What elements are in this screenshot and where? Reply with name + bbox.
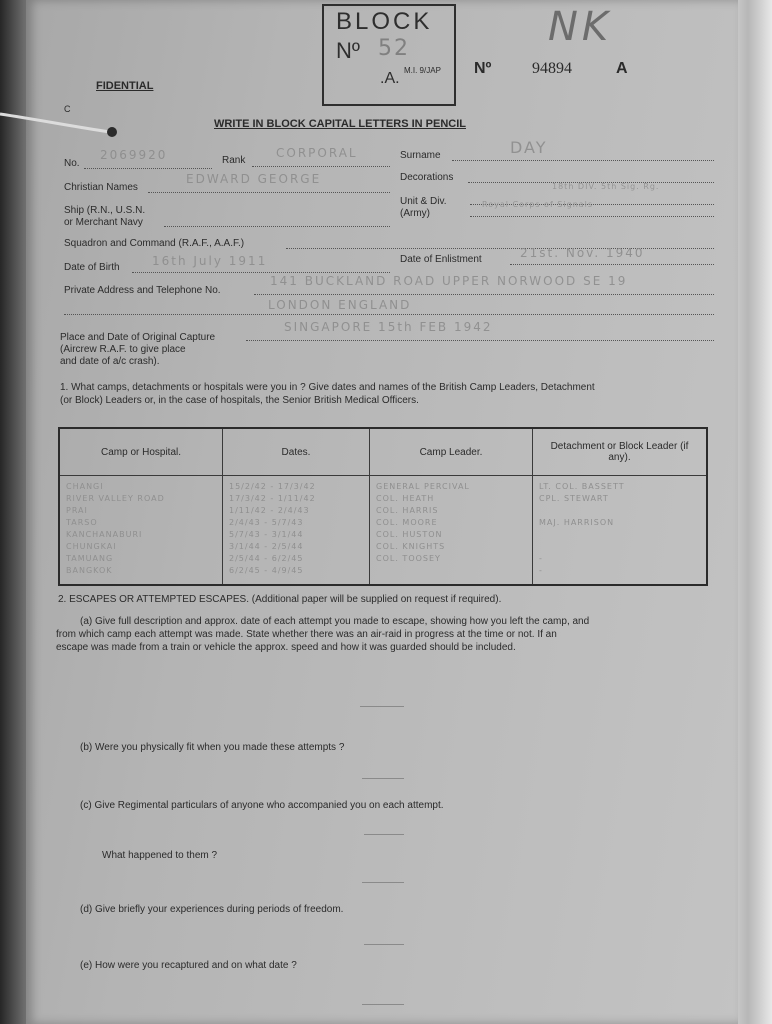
camp-entry: TAMUANG: [66, 554, 114, 563]
detachment-entry: CPL. STEWART: [539, 494, 609, 503]
date-entry: 5/7/43 - 3/1/44: [229, 530, 304, 539]
enlistment-label: Date of Enlistment: [400, 254, 482, 265]
leader-entry: COL. TOOSEY: [376, 554, 441, 563]
camp-entry: RIVER VALLEY ROAD: [66, 494, 165, 503]
capture-label-line3: and date of a/c crash).: [60, 356, 160, 367]
q2c-followup-text: What happened to them ?: [102, 850, 218, 861]
leader-entry: COL. MOORE: [376, 518, 438, 527]
leader-entry: COL. HUSTON: [376, 530, 443, 539]
stamp-initials: NK: [548, 4, 613, 50]
adjacent-pages-edge: [732, 0, 772, 1024]
camps-table: [58, 427, 708, 586]
date-entry: 15/2/42 - 17/3/42: [229, 482, 316, 491]
q2d-text: (d) Give briefly your experiences during periods of freedom.: [80, 904, 344, 915]
ship-label-line1: Ship (R.N., U.S.N.: [64, 205, 146, 216]
dob-label: Date of Birth: [64, 262, 120, 273]
date-entry: 17/3/42 - 1/11/42: [229, 494, 316, 503]
leader-entry: [376, 566, 526, 578]
dob-value: 16th July 1911: [152, 254, 268, 268]
squadron-label: Squadron and Command (R.A.F., A.A.F.): [64, 238, 245, 249]
camp-entry: CHUNGKAI: [66, 542, 117, 551]
date-entry: 6/2/45 - 4/9/45: [229, 566, 304, 575]
detachment-entry: MAJ. HARRISON: [539, 518, 615, 527]
stamp-block-number: 52: [378, 36, 410, 61]
leader-entry: COL. HARRIS: [376, 506, 439, 515]
camp-entry: TARSO: [66, 518, 98, 527]
q2a-line1: (a) Give full description and approx. date of each attempt you made to escape, showing how you left the camp, and: [80, 616, 590, 627]
unit-label-line2: (Army): [400, 208, 430, 219]
q2a-line2: from which camp each attempt was made. State whether there was an air-raid in progress at the time or not. If an: [56, 629, 557, 640]
q1-text-line1: 1. What camps, detachments or hospitals were you in ? Give dates and names of the British Camp Leaders, Detachment: [60, 382, 595, 393]
date-entry: 2/5/44 - 6/2/45: [229, 554, 304, 563]
stamp-number: 94894: [532, 60, 572, 77]
enlistment-value: 21st. Nov. 1940: [520, 246, 645, 260]
no-value: 2069920: [100, 148, 168, 162]
camp-entry: PRAI: [66, 506, 88, 515]
table-row: [59, 476, 707, 586]
stamp-ref-prefix: .A.: [380, 70, 400, 87]
detachment-leader-column: [533, 476, 708, 586]
detachment-entry: [539, 506, 700, 518]
detachment-entry: -: [539, 554, 543, 563]
q2c-text: (c) Give Regimental particulars of anyone who accompanied you on each attempt.: [80, 800, 444, 811]
q2b-text: (b) Were you physically fit when you made these attempts ?: [80, 742, 345, 753]
rank-value: CORPORAL: [276, 146, 358, 160]
christian-names-value: EDWARD GEORGE: [186, 172, 322, 186]
binding-string: [0, 110, 118, 140]
date-entry: 2/4/43 - 5/7/43: [229, 518, 304, 527]
header-camp: Camp or Hospital.: [59, 428, 223, 476]
address-label: Private Address and Telephone No.: [64, 285, 221, 296]
camp-entry: CHANGI: [66, 482, 104, 491]
header-camp-leader: Camp Leader.: [370, 428, 533, 476]
address-value-line1: 141 BUCKLAND ROAD UPPER NORWOOD SE 19: [270, 274, 628, 288]
dates-column: [223, 476, 370, 586]
stamp-block-label: BLOCK: [336, 8, 433, 35]
detachment-entry: LT. COL. BASSETT: [539, 482, 625, 491]
header-dates: Dates.: [223, 428, 370, 476]
camp-entry: BANGKOK: [66, 566, 113, 575]
ship-label-line2: or Merchant Navy: [64, 217, 143, 228]
leader-entry: COL. HEATH: [376, 494, 435, 503]
unit-value-line2: Royal Corps of Signals: [482, 200, 594, 209]
address-value-line2: LONDON ENGLAND: [268, 298, 412, 312]
date-entry: 3/1/44 - 2/5/44: [229, 542, 304, 551]
capture-label-line2: (Aircrew R.A.F. to give place: [60, 344, 186, 355]
stamp-suffix: A: [616, 60, 628, 77]
decorations-label: Decorations: [400, 172, 454, 183]
classification-c: C: [64, 104, 71, 114]
rank-label: Rank: [222, 155, 246, 166]
detachment-entry: -: [539, 566, 543, 575]
detachment-entry: [539, 542, 700, 554]
q2e-text: (e) How were you recaptured and on what date ?: [80, 960, 297, 971]
no-label: No.: [64, 158, 80, 169]
stamp-block-number-label: Nº: [336, 38, 360, 63]
capture-value: SINGAPORE 15th FEB 1942: [284, 320, 493, 334]
camp-column: [59, 476, 223, 586]
leader-entry: COL. KNIGHTS: [376, 542, 446, 551]
form-instruction: WRITE IN BLOCK CAPITAL LETTERS IN PENCIL: [214, 118, 466, 130]
christian-names-label: Christian Names: [64, 182, 138, 193]
camp-entry: KANCHANABURI: [66, 530, 143, 539]
camp-leader-column: [370, 476, 533, 586]
q2a-line3: escape was made from a train or vehicle the approx. speed and how it was guarded should be included.: [56, 642, 516, 653]
q1-text-line2: (or Block) Leaders or, in the case of hospitals, the Senior British Medical Officers.: [60, 395, 419, 406]
unit-label-line1: Unit & Div.: [400, 196, 447, 207]
stamp-ref-sup: M.I. 9/JAP: [404, 66, 441, 75]
stamp-number-label: Nº: [474, 60, 492, 77]
capture-label-line1: Place and Date of Original Capture: [60, 332, 216, 343]
q2-title: 2. ESCAPES OR ATTEMPTED ESCAPES. (Additional paper will be supplied on request if required).: [58, 594, 502, 605]
unit-value-line1: 18th DIV. 5th Sig. Rg.: [552, 182, 660, 191]
header-detachment-leader: Detachment or Block Leader (if any).: [533, 428, 708, 476]
surname-value: DAY: [510, 138, 548, 157]
classification-label: FIDENTIAL: [96, 80, 154, 92]
detachment-entry: [539, 530, 700, 542]
leader-entry: GENERAL PERCIVAL: [376, 482, 470, 491]
table-header-row: [59, 428, 707, 476]
surname-label: Surname: [400, 150, 441, 161]
date-entry: 1/11/42 - 2/4/43: [229, 506, 310, 515]
